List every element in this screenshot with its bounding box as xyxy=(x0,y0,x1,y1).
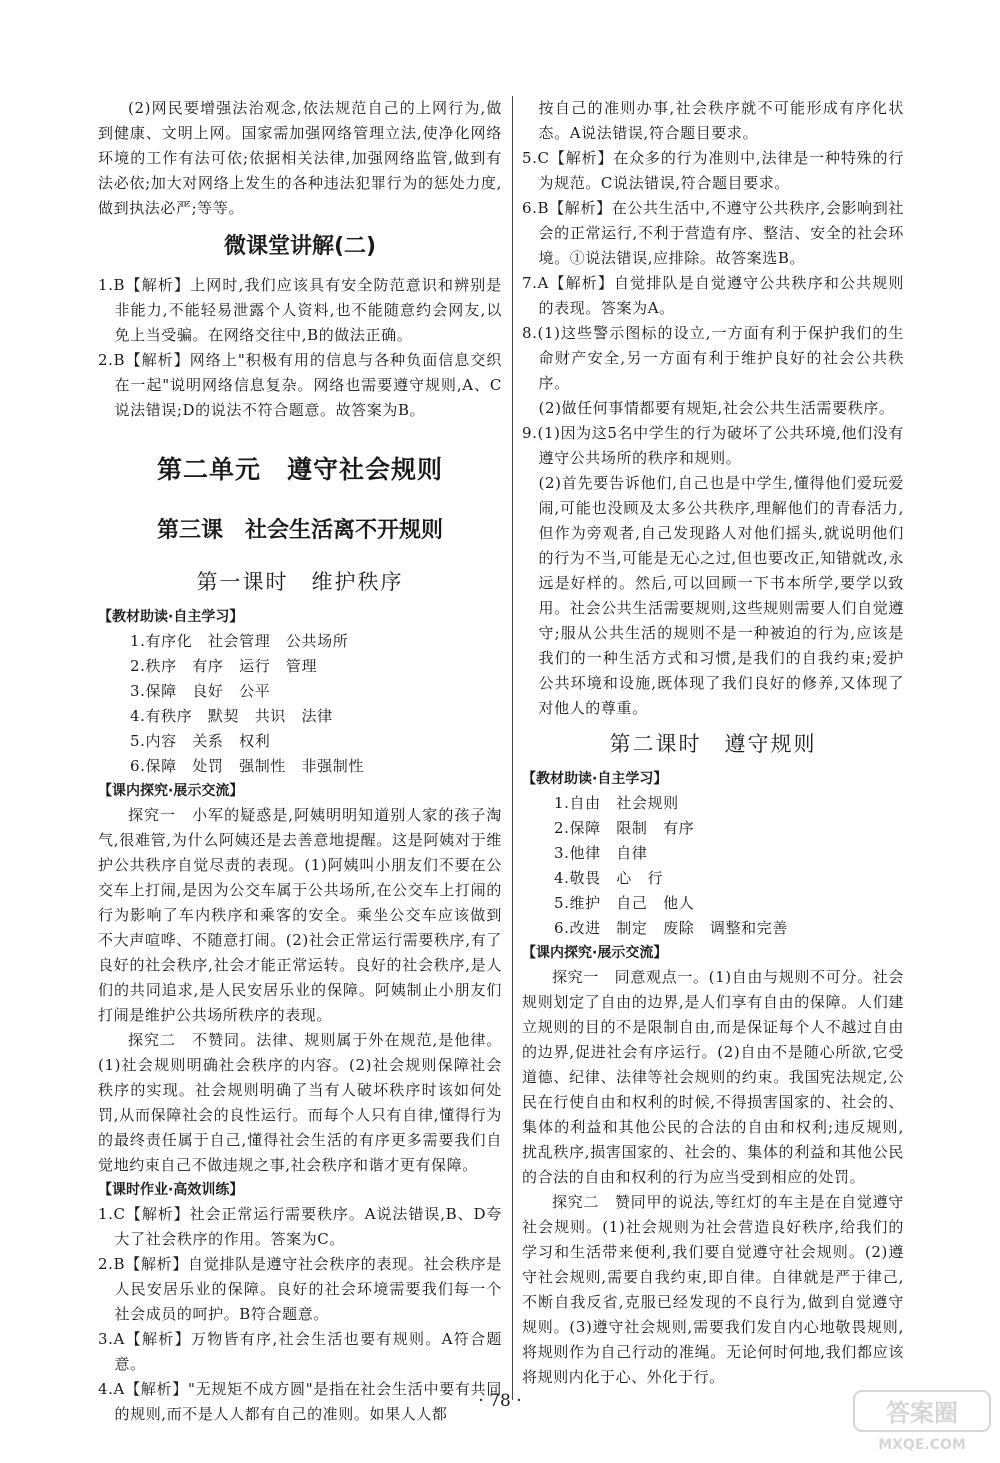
section-label: 【教材助读·自主学习】 xyxy=(98,609,244,625)
section-label: 【课内探究·展示交流】 xyxy=(98,783,244,799)
answer-subpart: (2)做任何事情都要有规矩,社会公共生活需要秩序。 xyxy=(538,399,895,417)
right-column xyxy=(522,96,904,1390)
answer-item: 6.B【解析】在公共生活中,不遵守公共秩序,会影响到社会的正常运行,不利于营造有序、整洁、安全的社会环境。①说法错误,应排除。故答案选B。 xyxy=(522,199,904,267)
page-number: · 78 · xyxy=(478,1391,522,1411)
answer-item: 3.A【解析】万物皆有序,社会生活也要有规则。A符合题意。 xyxy=(98,1330,502,1373)
list-item: 5.内容 关系 权利 xyxy=(130,732,271,750)
fill-blank-list xyxy=(98,629,502,779)
answer-item: 7.A【解析】自觉排队是自觉遵守公共秩序和公共规则的表现。答案为A。 xyxy=(522,274,904,317)
explore-paragraph: 探究一 小军的疑惑是,阿姨明明知道别人家的孩子淘气,很难管,为什么阿姨还是去善意地提醒。这是阿姨对于维护公共秩序自觉尽责的表现。(1)阿姨叫小朋友们不要在公交车上打闹,是因为公交车属于公共场所,在公交车上打闹的行为影响了车内秩序和乘客的安全。乘坐公交车应该做到不大声喧哗、不随意打闹。(2)社会正常运行需要秩序,有了良好的社会秩序,社会才能正常运转。良好的社会秩序,是人们的共同追求,是人民安居乐业的保障。阿姨制止小朋友们打闹是维护公共场所秩序的表现。 xyxy=(98,806,502,1024)
period-heading: 第一课时 维护秩序 xyxy=(196,570,404,594)
answer-paragraph: (2)网民要增强法治观念,依法规范自己的上网行为,做到健康、文明上网。国家需加强网络管理立法,使净化网络环境的工作有法可依;依据相关法律,加强网络监管,做到有法必依;加大对网络上发生的各种违法犯罪行为的惩处力度,做到执法必严;等等。 xyxy=(98,99,502,217)
explore-paragraph: 探究二 赞同甲的说法,等红灯的车主是在自觉遵守社会规则。(1)社会规则为社会营造良好秩序,给我们的学习和生活带来便利,我们要自觉遵守社会规则。(2)遵守社会规则,需要自我约束,即自律。自律就是严于律己,不断自我反省,克服已经发现的不良行为,做到自觉遵守规则。(3)遵守社会规则,需要我们发自内心地敬畏规则,将规则作为自己行动的准绳。无论何时何地,我们都应该将规则内化于心、外化于行。 xyxy=(522,1193,904,1386)
period-heading: 第二课时 遵守规则 xyxy=(609,732,817,756)
list-item: 3.保障 良好 公平 xyxy=(130,682,271,700)
answer-continuation: 按自己的准则办事,社会秩序就不可能形成有序化状态。A说法错误,符合题目要求。 xyxy=(538,99,904,142)
section-label: 【课时作业·高效训练】 xyxy=(98,1182,244,1198)
section-label: 【课内探究·展示交流】 xyxy=(522,945,668,961)
watermark-url: MXQE.COM xyxy=(878,1437,966,1453)
list-item: 2.保障 限制 有序 xyxy=(554,819,695,837)
intro-paragraph-group xyxy=(98,96,502,221)
list-item: 6.保障 处罚 强制性 非强制性 xyxy=(130,757,364,775)
explore-paragraph: 探究二 不赞同。法律、规则属于外在规范,是他律。(1)社会规则明确社会秩序的内容。(2)社会规则保障社会秩序的实现。社会规则明确了当有人破坏秩序时该如何处罚,从而保障社会的良性运行。而每个人只有自律,懂得行为的最终责任属于自己,懂得社会生活的有序更多需要我们自觉地约束自己不做违规之事,社会秩序和谐才更有保障。 xyxy=(98,1031,502,1174)
watermark-logo xyxy=(852,1389,992,1453)
list-item: 5.维护 自己 他人 xyxy=(554,894,695,912)
list-item: 6.改进 制定 废除 调整和完善 xyxy=(554,919,788,937)
list-item: 1.有序化 社会管理 公共场所 xyxy=(130,632,349,650)
answer-item: 2.B【解析】自觉排队是遵守社会秩序的表现。社会秩序是人民安居乐业的保障。良好的社会环境需要我们每一个社会成员的呵护。B符合题意。 xyxy=(98,1255,502,1323)
answer-subpart: (2)首先要告诉他们,自己也是中学生,懂得他们爱玩爱闹,可能也没顾及太多公共秩序,理解他们的青春活力,但作为旁观者,自己发现路人对他们摇头,就说明他们的行为不当,可能是无心之过,但也要改正,知错就改,永远是好样的。然后,可以回顾一下书本所学,要学以致用。社会公共生活需要规则,这些规则需要人们自觉遵守;服从公共生活的规则不是一种被迫的行为,应该是我们的一种生活方式和习惯,是我们的自我约束;爱护公共环境和设施,既体现了我们良好的修养,又体现了对他人的尊重。 xyxy=(538,474,904,717)
answer-item: 5.C【解析】在众多的行为准则中,法律是一种特殊的行为规范。C说法错误,符合题目要求。 xyxy=(522,149,904,192)
micro-lesson-answers xyxy=(98,273,502,423)
list-item: 2.秩序 有序 运行 管理 xyxy=(130,657,318,675)
section-label: 【教材助读·自主学习】 xyxy=(522,771,668,787)
answer-item: 9.(1)因为这5名中学生的行为破坏了公共环境,他们没有遵守公共场所的秩序和规则。 xyxy=(522,424,904,467)
explore-paragraph: 探究一 同意观点一。(1)自由与规则不可分。社会规则划定了自由的边界,是人们享有自由的保障。人们建立规则的目的不是限制自由,而是保证每个人不越过自由的边界,促进社会有序运行。(2)自由不是随心所欲,它受道德、纪律、法律等社会规则的约束。我国宪法规定,公民在行使自由和权利的时候,不得损害国家的、社会的、集体的利益和其他公民的合法的自由和权利;违反规则,扰乱秩序,损害国家的、社会的、集体的利益和其他公民的合法的自由和权利的行为应当受到相应的处罚。 xyxy=(522,968,904,1186)
answer-item: 1.C【解析】社会正常运行需要秩序。A说法错误,B、D夸大了社会秩序的作用。答案为C。 xyxy=(98,1205,502,1248)
lesson-heading: 第三课 社会生活离不开规则 xyxy=(156,518,443,543)
answer-item: 1.B【解析】上网时,我们应该具有安全防范意识和辨别是非能力,不能轻易泄露个人资料,也不能随意约会网友,以免上当受骗。在网络交往中,B的做法正确。 xyxy=(98,276,502,344)
homework-answers-continued xyxy=(522,146,904,396)
answer-item: 2.B【解析】网络上"积极有用的信息与各种负面信息交织在一起"说明网络信息复杂。网络也需要遵守规则,A、C说法错误;D的说法不符合题意。故答案为B。 xyxy=(98,351,502,419)
list-item: 1.自由 社会规则 xyxy=(554,794,679,812)
left-column xyxy=(98,96,502,1427)
watermark-text: 答案圈 xyxy=(886,1399,958,1427)
list-item: 3.他律 自律 xyxy=(554,844,648,862)
list-item: 4.有秩序 默契 共识 法律 xyxy=(130,707,333,725)
unit-heading: 第二单元 遵守社会规则 xyxy=(156,455,443,484)
micro-lesson-heading: 微课堂讲解(二) xyxy=(223,234,377,259)
answer-item: 8.(1)这些警示图标的设立,一方面有利于保护我们的生命财产安全,另一方面有利于维护良好的社会公共秩序。 xyxy=(522,324,904,392)
fill-blank-list xyxy=(522,791,904,941)
answer-item: 4.A【解析】"无规矩不成方圆"是指在社会生活中要有共同的规则,而不是人人都有自己的准则。如果人人都 xyxy=(98,1380,502,1423)
column-divider xyxy=(512,96,513,1400)
list-item: 4.敬畏 心 行 xyxy=(554,869,664,887)
